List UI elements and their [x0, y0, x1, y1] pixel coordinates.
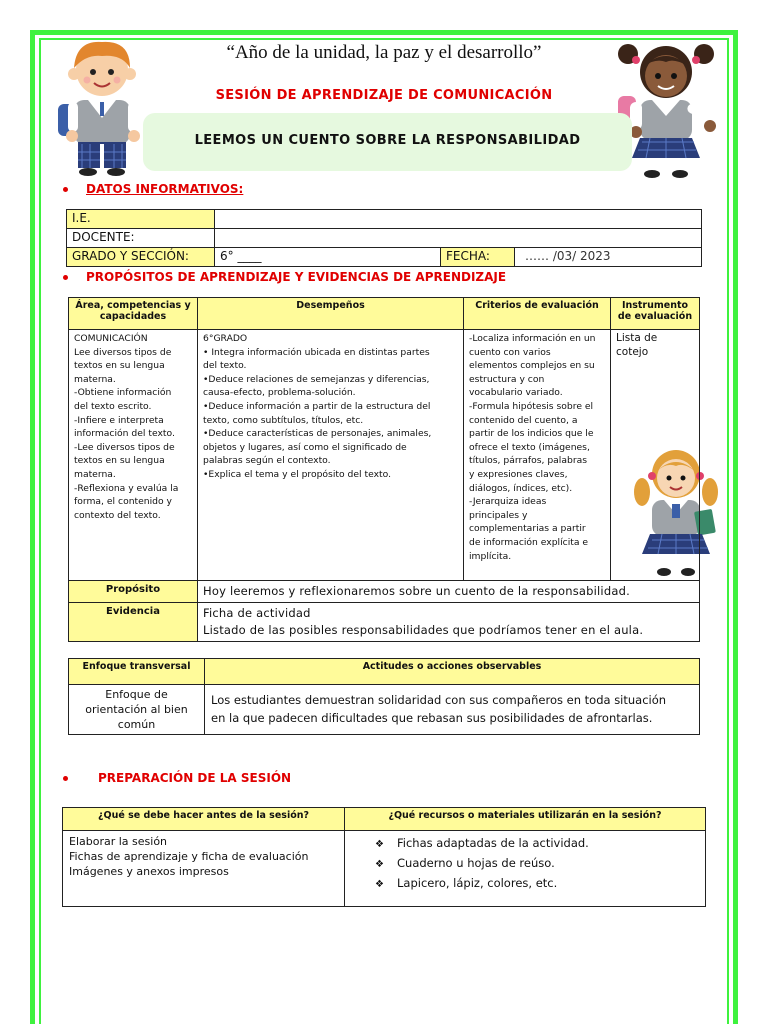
area-line: contexto del texto.	[74, 509, 161, 521]
desempeno-line: •Deduce información a partir de la estructura del	[203, 400, 431, 412]
criterio-line: ofrece el texto (imágenes,	[469, 441, 590, 453]
instrumento-cell	[611, 330, 700, 581]
proposito-label: Propósito	[69, 581, 198, 603]
instrumento-line: Lista de	[616, 332, 658, 344]
header-enfoque: Enfoque transversal	[69, 659, 205, 685]
bullet-icon	[63, 275, 68, 280]
criterio-line: partir de los indicios que le	[469, 428, 594, 440]
desempeno-line: 6°GRADO	[203, 333, 248, 344]
recursos-cell	[345, 831, 706, 907]
desempeno-line: causa-efecto, problema-solución.	[203, 387, 356, 399]
diamond-bullet-icon: ❖	[375, 879, 384, 890]
enfoque-table	[68, 658, 700, 735]
criterio-line: contenido del cuento, a	[469, 414, 578, 426]
datos-heading: DATOS INFORMATIVOS:	[63, 182, 243, 196]
desempeno-line: •Explica el tema y el propósito del texto.	[203, 468, 391, 480]
antes-item: Fichas de aprendizaje y ficha de evaluación	[69, 850, 309, 863]
criterio-line: complementarias a partir	[469, 523, 586, 535]
area-line: materna.	[74, 468, 116, 480]
area-line: -Obtiene información	[74, 387, 172, 399]
antes-item: Imágenes y anexos impresos	[69, 865, 229, 878]
recurso-item: ❖ Lapicero, lápiz, colores, etc.	[375, 874, 699, 894]
enfoque-name-line: Enfoque de	[105, 688, 168, 701]
criterio-line: -Localiza información en un	[469, 333, 596, 344]
evidencia-label: Evidencia	[69, 603, 198, 642]
grado-value[interactable]: 6° ____	[215, 248, 441, 267]
session-banner	[143, 113, 632, 171]
area-line: Lee diversos tipos de	[74, 346, 172, 358]
enfoque-name-cell	[69, 685, 205, 735]
propositos-heading: PROPÓSITOS DE APRENDIZAJE Y EVIDENCIAS DE APRENDIZAJE	[63, 270, 506, 284]
header-instrumento: Instrumento de evaluación	[611, 298, 700, 330]
diamond-bullet-icon: ❖	[375, 839, 384, 850]
evidencia-cell	[198, 603, 700, 642]
enfoque-text-line: Los estudiantes demuestran solidaridad con sus compañeros en toda situación	[211, 693, 667, 707]
enfoque-name-line: orientación al bien	[85, 703, 188, 716]
bullet-icon	[63, 776, 68, 781]
recurso-item: ❖ Fichas adaptadas de la actividad.	[375, 834, 699, 854]
fecha-label: FECHA:	[441, 248, 515, 267]
area-line: forma, el contenido y	[74, 496, 172, 508]
header-area: Área, competencias y capacidades	[69, 298, 198, 330]
header-desempenos: Desempeños	[198, 298, 464, 330]
area-line: información del texto.	[74, 428, 175, 440]
desempenos-cell	[198, 330, 464, 581]
header-antes: ¿Qué se debe hacer antes de la sesión?	[63, 808, 345, 831]
enfoque-text-cell	[205, 685, 700, 735]
area-cell	[69, 330, 198, 581]
header-actitudes: Actitudes o acciones observables	[205, 659, 700, 685]
recurso-item: ❖ Cuaderno u hojas de reúso.	[375, 854, 699, 874]
desempeno-line: del texto.	[203, 360, 247, 372]
criterio-line: estructura y con	[469, 373, 545, 385]
criterio-line: títulos, párrafos, palabras	[469, 455, 588, 467]
instrumento-line: cotejo	[616, 345, 649, 358]
docente-label: DOCENTE:	[67, 229, 215, 248]
area-line: -Infiere e interpreta	[74, 414, 164, 426]
antes-item: Elaborar la sesión	[69, 835, 168, 848]
datos-table	[66, 209, 702, 267]
docente-value-cell[interactable]	[215, 229, 702, 248]
criterio-line: -Formula hipótesis sobre el	[469, 400, 594, 412]
enfoque-text-line: en la que padecen dificultades que rebasan sus posibilidades de afrontarlas.	[211, 711, 653, 725]
criterio-line: y expresiones claves,	[469, 468, 568, 480]
bullet-icon	[63, 187, 68, 192]
header-recursos: ¿Qué recursos o materiales utilizarán en la sesión?	[345, 808, 706, 831]
criterio-line: implícita.	[469, 550, 512, 562]
enfoque-name-line: común	[117, 718, 156, 731]
ie-label: I.E.	[67, 210, 215, 229]
banner-text: LEEMOS UN CUENTO SOBRE LA RESPONSABILIDAD	[194, 133, 581, 148]
area-line: textos en su lengua	[74, 455, 165, 467]
desempeno-line: •Deduce relaciones de semejanzas y diferencias,	[203, 373, 430, 385]
antes-cell	[63, 831, 345, 907]
desempeno-line: objetos y lugares, así como el significado de	[203, 441, 407, 453]
header-criterios: Criterios de evaluación	[464, 298, 611, 330]
area-line: del texto escrito.	[74, 400, 152, 412]
desempeno-line: •Deduce características de personajes, animales,	[203, 428, 432, 440]
page-title: “Año de la unidad, la paz y el desarrollo”	[226, 42, 542, 63]
preparacion-heading: PREPARACIÓN DE LA SESIÓN	[63, 771, 291, 785]
criterio-line: de información explícita e	[469, 536, 589, 548]
criterio-line: -Jerarquiza ideas	[469, 496, 547, 508]
criterio-line: cuento con varios	[469, 346, 551, 358]
diamond-bullet-icon: ❖	[375, 859, 384, 870]
area-line: textos en su lengua	[74, 360, 165, 372]
criterio-line: diálogos, índices, etc).	[469, 482, 573, 494]
fecha-value[interactable]: …… /03/ 2023	[515, 248, 702, 267]
area-line: -Lee diversos tipos de	[74, 441, 175, 453]
grado-label: GRADO Y SECCIÓN:	[67, 248, 215, 267]
criterio-line: vocabulario variado.	[469, 387, 563, 399]
desempeno-line: palabras según el contexto.	[203, 455, 331, 467]
area-line: COMUNICACIÓN	[74, 333, 148, 344]
area-line: materna.	[74, 373, 116, 385]
desempeno-line: • Integra información ubicada en distintas partes	[203, 346, 430, 358]
evidencia-line: Ficha de actividad	[203, 606, 311, 620]
propositos-table	[68, 297, 700, 642]
evidencia-line: Listado de las posibles responsabilidades que podríamos tener en el aula.	[203, 623, 644, 637]
criterio-line: elementos complejos en su	[469, 360, 595, 372]
criterios-cell	[464, 330, 611, 581]
session-subtitle: SESIÓN DE APRENDIZAJE DE COMUNICACIÓN	[215, 88, 553, 103]
ie-value-cell[interactable]	[215, 210, 702, 229]
preparacion-table	[62, 807, 706, 907]
area-line: -Reflexiona y evalúa la	[74, 482, 179, 494]
proposito-text: Hoy leeremos y reflexionaremos sobre un cuento de la responsabilidad.	[198, 581, 700, 603]
criterio-line: principales y	[469, 509, 528, 521]
desempeno-line: texto, como subtítulos, títulos, etc.	[203, 414, 364, 426]
